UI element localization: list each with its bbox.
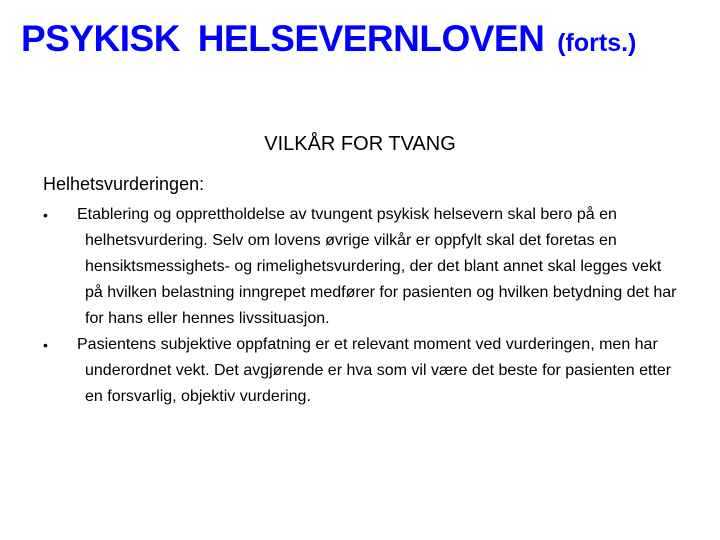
list-item xyxy=(43,332,683,410)
bullet-text: Pasientens subjektive oppfatning er et relevant moment ved vurderingen, men har underordnet vekt. Det avgjørende er hva som vil være det beste for pasienten etter en forsvarlig, objektiv vurdering. xyxy=(77,336,672,405)
bullet-text: Etablering og opprettholdelse av tvungent psykisk helsevern skal bero på en helhetsvurdering. Selv om lovens øvrige vilkår er oppfylt skal det foretas en hensiktsmessighets- og rimelighetsvurdering, der det blant annet skal legges vekt på hvilken belastning inngrepet medfører for pasienten og hvilken betydning det har for hans eller hennes livssituasjon. xyxy=(77,206,677,327)
slide-title-main: PSYKISK HELSEVERNLOVEN xyxy=(21,18,545,59)
slide-title xyxy=(21,20,636,57)
bullet-icon: • xyxy=(43,207,48,223)
bullet-list xyxy=(43,202,683,410)
slide-title-suffix: (forts.) xyxy=(557,29,637,57)
slide-subtitle-text: VILKÅR FOR TVANG xyxy=(264,133,456,155)
bullet-icon: • xyxy=(43,337,48,353)
slide-subtitle xyxy=(0,134,720,154)
section-heading: Helhetsvurderingen: xyxy=(43,174,205,194)
list-item xyxy=(43,202,683,332)
